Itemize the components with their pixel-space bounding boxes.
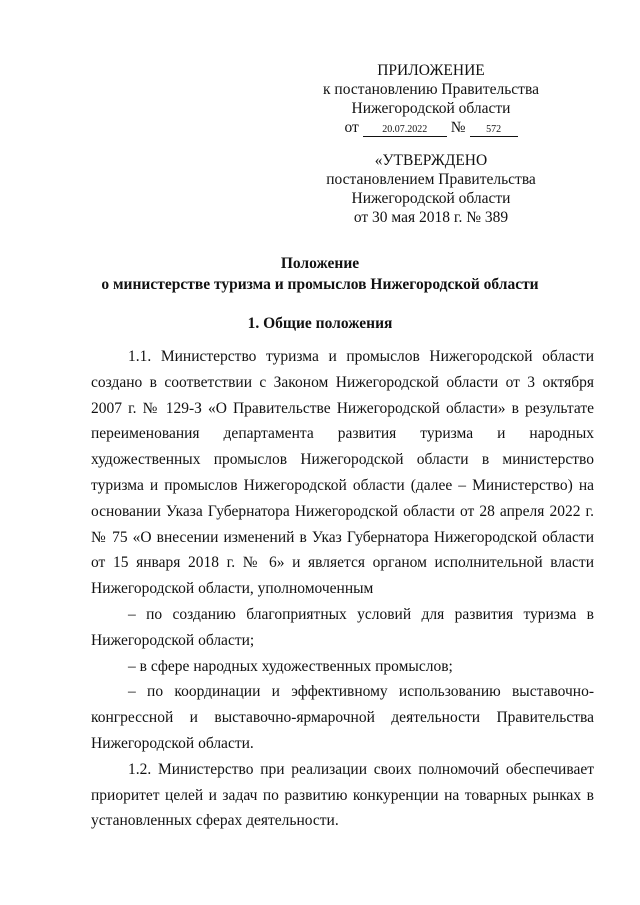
decree-number: 572 <box>470 124 518 137</box>
appendix-block <box>310 61 552 137</box>
appendix-line-2: Нижегородской области <box>351 100 511 117</box>
approved-line-3: Нижегородской области <box>351 190 511 207</box>
appendix-line-1: к постановлению Правительства <box>323 81 539 98</box>
appendix-date-row <box>310 118 552 137</box>
document-body <box>91 344 594 834</box>
title-line-2: о министерстве туризма и промыслов Нижегородской области <box>101 276 539 293</box>
approved-line-2: постановлением Правительства <box>326 171 536 188</box>
document-title <box>60 253 580 295</box>
section-heading: 1. Общие положения <box>247 315 393 332</box>
approved-line-4: от 30 мая 2018 г. № 389 <box>353 209 509 226</box>
paragraph-1-1: 1.1. Министерство туризма и промыслов Нижегородской области создано в соответствии с Законом Нижегородской области от 3 октября 2007 г. № 129-З «О Правительстве Нижегородской области» в результате переименования департамента развития туризма и народных художественных промыслов Нижегородской области в министерство туризма и промыслов Нижегородской области (далее – Министерство) на основании Указа Губернатора Нижегородской области от 28 апреля 2022 г. № 75 «О внесении изменений в Указ Губернатора Нижегородской области от 15 января 2018 г. № 6» и является органом исполнительной власти Нижегородской области, уполномоченным <box>91 348 594 598</box>
number-label: № <box>450 119 466 136</box>
from-label: от <box>344 119 359 136</box>
title-line-1: Положение <box>280 255 360 272</box>
approved-block <box>310 151 552 227</box>
paragraph-1-2: 1.2. Министерство при реализации своих полномочий обеспечивает приоритет целей и задач по развитию конкуренции на товарных рынках в установленных сферах деятельности. <box>91 760 594 830</box>
list-item-exhibitions: – по координации и эффективному использованию выставочно-конгрессной и выставочно-ярмарочной деятельности Правительства Нижегородской области. <box>91 683 594 752</box>
list-item-tourism: – по созданию благоприятных условий для развития туризма в Нижегородской области; <box>91 605 594 649</box>
decree-date: 20.07.2022 <box>363 124 447 137</box>
appendix-title: ПРИЛОЖЕНИЕ <box>377 62 485 79</box>
list-item-crafts: – в сфере народных художественных промыслов; <box>128 657 453 675</box>
approved-line-1: «УТВЕРЖДЕНО <box>374 152 488 169</box>
